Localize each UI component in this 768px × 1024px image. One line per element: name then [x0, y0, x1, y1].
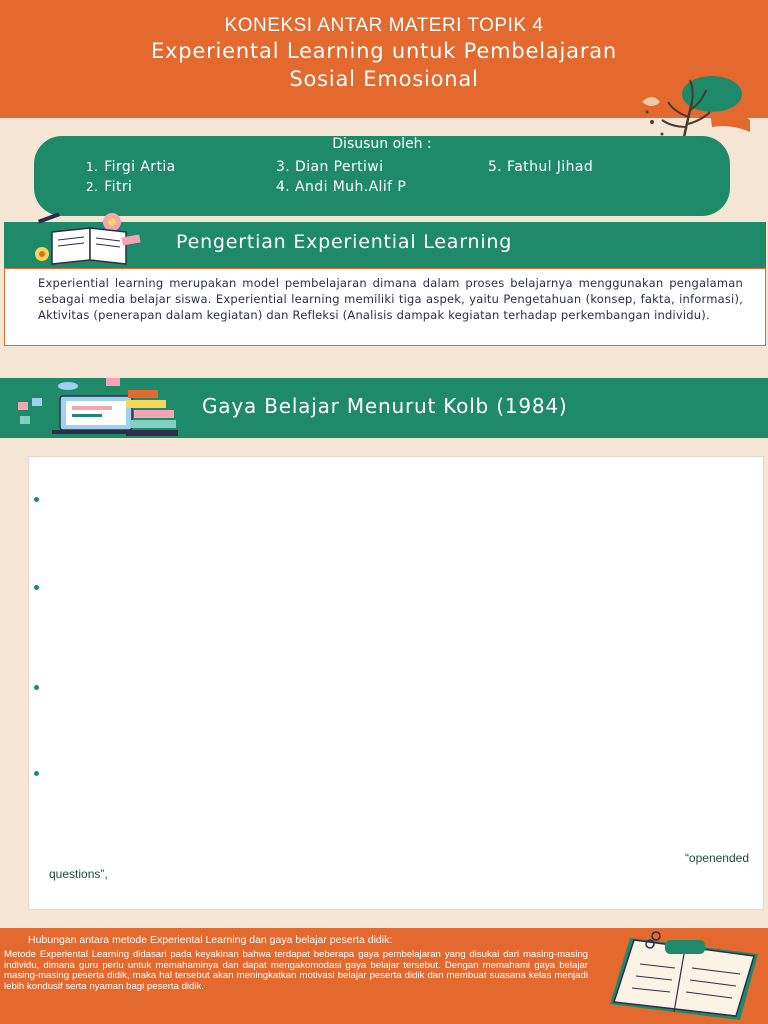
author-name: Dian Pertiwi — [295, 159, 384, 175]
author-item — [86, 179, 132, 195]
notebook-illustration-icon — [590, 924, 766, 1020]
author-item — [276, 179, 406, 195]
author-name: Firgi Artia — [104, 159, 176, 175]
bullet-point — [34, 685, 39, 690]
author-item — [488, 159, 593, 175]
bullet-point — [34, 497, 39, 502]
author-name: Fitri — [104, 179, 133, 195]
author-number: 3. — [276, 159, 291, 175]
topic-title: KONEKSI ANTAR MATERI TOPIK 4 — [224, 15, 544, 36]
author-number: 1. — [86, 160, 99, 174]
authors-panel — [34, 136, 730, 216]
footer-heading: Hubungan antara metode Experiental Learning dan gaya belajar peserta didik: — [28, 934, 393, 946]
authors-label: Disusun oleh : — [332, 136, 432, 152]
author-number: 5. — [488, 159, 503, 175]
author-number: 4. — [276, 179, 291, 195]
author-name: Fathul Jihad — [507, 159, 594, 175]
section-definition-title: Pengertian Experiential Learning — [176, 231, 513, 253]
main-title-line-1: Experiental Learning untuk Pembelajaran — [150, 39, 618, 63]
footer-body-text: Metode Experiental Learning didasari pada keyakinan bahwa terdapat beberapa gaya pembelajaran yang disukai dari masing-masing individu, dimana guru perlu untuk memahaminya dan dapat mengakomodasi gaya belajar tersebut. Dengan memahami gaya belajar masing-masing peserta didik, maka hal tersebut akan meningkatkan motivasi belajar peserta didik dan membuat suasana kelas menjadi lebih kondusif serta nyaman bagi peserta didik. — [4, 949, 588, 992]
reading-book-illustration-icon — [34, 210, 146, 272]
quote-text-questions: questions”, — [49, 867, 108, 881]
bullet-point — [34, 585, 39, 590]
bullet-point — [34, 771, 39, 776]
kolb-content-panel — [28, 456, 764, 910]
section-definition-body — [4, 268, 766, 346]
author-number: 2. — [86, 180, 99, 194]
main-title-line-2: Sosial Emosional — [289, 67, 479, 91]
section-kolb-title: Gaya Belajar Menurut Kolb (1984) — [202, 394, 568, 418]
laptop-books-illustration-icon — [8, 376, 188, 438]
author-name: Andi Muh.Alif P — [295, 179, 407, 195]
definition-text: Experiential learning merupakan model pembelajaran dimana dalam proses belajarnya menggunakan pengalaman sebagai media belajar siswa. Experiential learning memiliki tiga aspek, yaitu Pengetahuan (konsep, fakta, informasi), Aktivitas (penerapan dalam kegiatan) dan Refleksi (Analisis dampak kegiatan terhadap perkembangan individu). — [38, 276, 743, 322]
author-item — [86, 159, 176, 175]
author-item — [276, 159, 383, 175]
quote-text-openended: “openended — [684, 851, 749, 865]
